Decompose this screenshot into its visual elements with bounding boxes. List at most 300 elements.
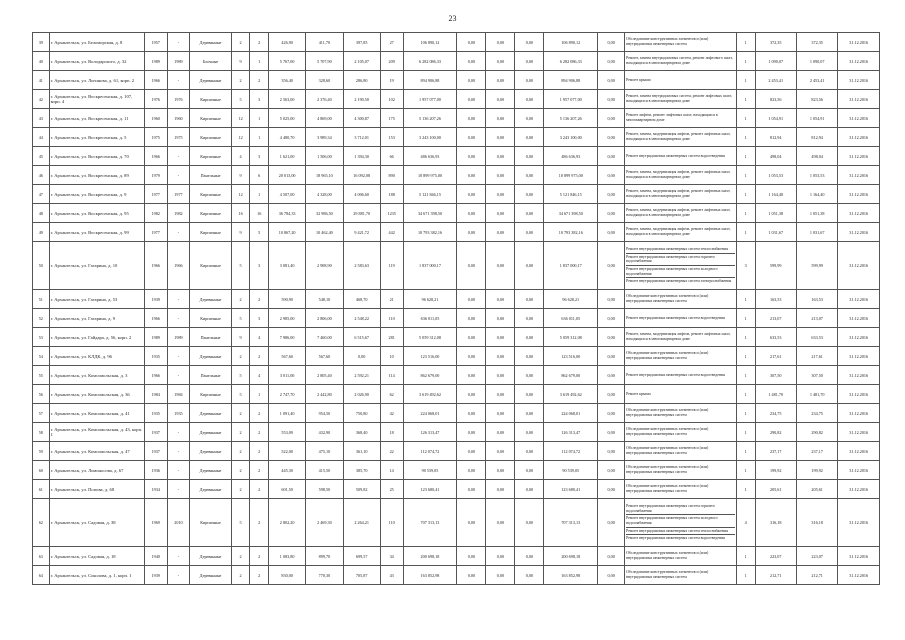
cell-c3: 0,00 — [515, 223, 544, 242]
cell-addr: г. Архангельск, ул. Воскресенская, д. 11 — [49, 109, 144, 128]
cell-work-type — [625, 109, 737, 128]
cell-c1: 0,00 — [457, 223, 486, 242]
cell-n3: 1 164,40 — [796, 185, 837, 204]
cell-c1: 0,00 — [457, 109, 486, 128]
cell-n2: 1 481,70 — [755, 385, 796, 404]
cell-work-type — [625, 128, 737, 147]
cell-area-total: 2 563,00 — [269, 90, 306, 109]
cell-op: 1984 — [167, 385, 190, 404]
cell-c5: 0,00 — [598, 223, 625, 242]
cell-op: - — [167, 290, 190, 309]
cell-n2: 212,71 — [755, 566, 796, 585]
cell-ent: 4 — [250, 328, 269, 347]
cell-n3: 163,53 — [796, 290, 837, 309]
cell-c4: 5 136 207,26 — [544, 109, 598, 128]
cell-n2: 205,61 — [755, 480, 796, 499]
cell-c2: 0,00 — [486, 204, 515, 223]
cell-date: 31.12.2016 — [838, 52, 880, 71]
cell-wall: Кирпичные — [190, 185, 231, 204]
cell-wall: Кирпичные — [190, 147, 231, 166]
cell-area-total: 445,30 — [269, 461, 306, 480]
cell-op: 2010 — [167, 499, 190, 547]
cell-op: 1975 — [167, 128, 190, 147]
cell-c5: 0,00 — [598, 385, 625, 404]
cell-ent: 2 — [250, 547, 269, 566]
cell-n3: 316,18 — [796, 499, 837, 547]
cell-work-type — [625, 52, 737, 71]
cell-num: 55 — [33, 366, 50, 385]
cell-addr: г. Архангельск, ул. Попова, д. 68 — [49, 480, 144, 499]
cell-area-total: 522,00 — [269, 442, 306, 461]
cell-date: 31.12.2016 — [838, 166, 880, 185]
cell-people: 62 — [380, 385, 403, 404]
cell-wall: Кирпичные — [190, 204, 231, 223]
cell-area-total: 590,90 — [269, 290, 306, 309]
cell-c3: 0,00 — [515, 71, 544, 90]
cell-c4: 106 890,12 — [544, 33, 598, 52]
cell-area-res2: 699,57 — [343, 547, 380, 566]
cell-area-total: 426,90 — [269, 33, 306, 52]
cell-c1: 0,00 — [457, 242, 486, 290]
cell-people: 43 — [380, 566, 403, 585]
cell-num: 63 — [33, 547, 50, 566]
cell-built: 1939 — [144, 566, 167, 585]
cell-people: 14 — [380, 461, 403, 480]
cell-c5: 0,00 — [598, 128, 625, 147]
cell-floors: 12 — [231, 185, 250, 204]
cell-c3: 0,00 — [515, 366, 544, 385]
cell-n1: 1 — [736, 566, 755, 585]
cell-n2: 1 053,53 — [755, 166, 796, 185]
cell-date: 31.12.2016 — [838, 385, 880, 404]
cell-op: - — [167, 166, 190, 185]
cell-op: - — [167, 309, 190, 328]
cell-ent: 2 — [250, 461, 269, 480]
cell-people: 18 — [380, 423, 403, 442]
cell-n2: 290,82 — [755, 423, 796, 442]
cell-n1: 1 — [736, 385, 755, 404]
cell-floors: 2 — [231, 566, 250, 585]
cell-area-res: 32 986,50 — [306, 204, 343, 223]
table-row — [33, 52, 880, 71]
cell-num: 59 — [33, 442, 50, 461]
cell-c3: 0,00 — [515, 109, 544, 128]
cell-wall: Деревянные — [190, 71, 231, 90]
cell-ent: 5 — [250, 223, 269, 242]
cell-n3: 212,71 — [796, 566, 837, 585]
cell-cost: 486 636,93 — [403, 147, 457, 166]
cell-op: - — [167, 461, 190, 480]
cell-c3: 0,00 — [515, 242, 544, 290]
cell-n2: 1 164,40 — [755, 185, 796, 204]
table-row — [33, 109, 880, 128]
cell-c2: 0,00 — [486, 385, 515, 404]
cell-area-res2: 2 592,21 — [343, 366, 380, 385]
cell-addr: г. Архангельск, ул. Володарского, д. 32 — [49, 52, 144, 71]
cell-num: 42 — [33, 90, 50, 109]
cell-n2: 217,61 — [755, 347, 796, 366]
cell-ent: 3 — [250, 242, 269, 290]
cell-n1: 1 — [736, 547, 755, 566]
cell-c1: 0,00 — [457, 480, 486, 499]
cell-n3: 234,75 — [796, 404, 837, 423]
cell-addr: г. Архангельск, ул. Садовая, д. 18 — [49, 547, 144, 566]
work-type-item: Обследование конструктивных элементов и (или) внутридомовых инженерных систем — [626, 570, 709, 579]
cell-date: 31.12.2016 — [838, 309, 880, 328]
cell-op: 1982 — [167, 204, 190, 223]
cell-wall: Деревянные — [190, 404, 231, 423]
cell-c4: 163 852,98 — [544, 566, 598, 585]
cell-date: 31.12.2016 — [838, 147, 880, 166]
cell-n2: 234,75 — [755, 404, 796, 423]
cell-c3: 0,00 — [515, 480, 544, 499]
cell-area-total: 1 091,40 — [269, 404, 306, 423]
cell-c4: 707 313,13 — [544, 499, 598, 547]
cell-num: 53 — [33, 328, 50, 347]
cell-area-res2: 4 006,60 — [343, 185, 380, 204]
cell-c5: 0,00 — [598, 109, 625, 128]
cell-floors: 9 — [231, 166, 250, 185]
cell-area-res: 899,70 — [306, 547, 343, 566]
table-row — [33, 328, 880, 347]
cell-n3: 1 090,07 — [796, 52, 837, 71]
cell-date: 31.12.2016 — [838, 128, 880, 147]
cell-area-total: 1 621,00 — [269, 147, 306, 166]
cell-ent: 3 — [250, 90, 269, 109]
cell-cost: 112 074,72 — [403, 442, 457, 461]
cell-area-res: 2 806,00 — [306, 309, 343, 328]
cell-work-type — [625, 71, 737, 90]
cell-c2: 0,00 — [486, 480, 515, 499]
cell-cost: 5 121 846,15 — [403, 185, 457, 204]
cell-floors: 5 — [231, 385, 250, 404]
cell-c2: 0,00 — [486, 309, 515, 328]
cell-built: 1976 — [144, 90, 167, 109]
cell-n1: 1 — [736, 71, 755, 90]
cell-built: 1966 — [144, 309, 167, 328]
cell-ent: 2 — [250, 423, 269, 442]
cell-c5: 0,00 — [598, 461, 625, 480]
cell-c1: 0,00 — [457, 347, 486, 366]
cell-addr: г. Архангельск, ул. Гайдара, д. 56, корп. 2 — [49, 328, 144, 347]
cell-c2: 0,00 — [486, 33, 515, 52]
cell-n1: 1 — [736, 109, 755, 128]
cell-n1: 1 — [736, 166, 755, 185]
cell-wall: Деревянные — [190, 347, 231, 366]
cell-c5: 0,00 — [598, 166, 625, 185]
cell-addr: г. Архангельск, ул. Комсомольская, д. 36 — [49, 385, 144, 404]
cell-wall: Деревянные — [190, 480, 231, 499]
work-type-item: Ремонт внутридомовых инженерных систем горячего водоснабжения — [626, 503, 735, 515]
cell-num: 52 — [33, 309, 50, 328]
cell-wall: Деревянные — [190, 423, 231, 442]
cell-c3: 0,00 — [515, 347, 544, 366]
cell-work-type — [625, 309, 737, 328]
cell-ent: 2 — [250, 566, 269, 585]
cell-floors: 2 — [231, 423, 250, 442]
repair-program-table — [32, 32, 880, 585]
cell-c2: 0,00 — [486, 404, 515, 423]
cell-people: 110 — [380, 499, 403, 547]
cell-area-total: 3 081,40 — [269, 242, 306, 290]
cell-floors: 2 — [231, 33, 250, 52]
cell-n3: 199,92 — [796, 461, 837, 480]
cell-floors: 5 — [231, 242, 250, 290]
cell-num: 40 — [33, 52, 50, 71]
work-type-item: Ремонт внутридомовых инженерных систем теплоснабжения — [626, 528, 735, 536]
cell-c4: 5 121 846,15 — [544, 185, 598, 204]
cell-work-type — [625, 242, 737, 290]
cell-n1: 1 — [736, 290, 755, 309]
cell-date: 31.12.2016 — [838, 347, 880, 366]
cell-area-total: 356,40 — [269, 71, 306, 90]
cell-ent: 2 — [250, 404, 269, 423]
cell-floors: 5 — [231, 309, 250, 328]
cell-c1: 0,00 — [457, 366, 486, 385]
cell-ent: 2 — [250, 71, 269, 90]
work-type-item: Ремонт, замена, модернизация лифтов, ремонт лифтовых шахт, находящихся в многоквартирном доме — [626, 189, 731, 198]
cell-ent: 2 — [250, 499, 269, 547]
cell-area-res: 954,50 — [306, 404, 343, 423]
cell-area-total: 7 986,00 — [269, 328, 306, 347]
cell-area-total: 2 747,70 — [269, 385, 306, 404]
table-row — [33, 423, 880, 442]
cell-floors: 12 — [231, 128, 250, 147]
cell-built: 1940 — [144, 547, 167, 566]
cell-date: 31.12.2016 — [838, 423, 880, 442]
cell-n1: 1 — [736, 204, 755, 223]
cell-area-res: 415,50 — [306, 461, 343, 480]
cell-people: 119 — [380, 242, 403, 290]
work-type-item: Обследование конструктивных элементов и (или) внутридомовых инженерных систем — [626, 446, 709, 455]
cell-built: 1966 — [144, 366, 167, 385]
cell-cost: 5 059 312,08 — [403, 328, 457, 347]
cell-built: 1966 — [144, 147, 167, 166]
cell-num: 46 — [33, 166, 50, 185]
cell-floors: 2 — [231, 480, 250, 499]
cell-cost: 707 313,13 — [403, 499, 457, 547]
cell-built: 1935 — [144, 404, 167, 423]
cell-num: 58 — [33, 423, 50, 442]
cell-work-type — [625, 33, 737, 52]
cell-area-res: 3 989,34 — [306, 128, 343, 147]
cell-n3: 1 031,67 — [796, 223, 837, 242]
cell-op: - — [167, 566, 190, 585]
cell-ent: 2 — [250, 290, 269, 309]
cell-addr: г. Архангельск, ул. Комсомольская, д. 47 — [49, 442, 144, 461]
cell-date: 31.12.2016 — [838, 547, 880, 566]
cell-ent: 16 — [250, 204, 269, 223]
cell-n1: 3 — [736, 242, 755, 290]
cell-wall: Кирпичные — [190, 499, 231, 547]
cell-c5: 0,00 — [598, 71, 625, 90]
cell-area-res: 7 460,00 — [306, 328, 343, 347]
cell-op: 1989 — [167, 52, 190, 71]
cell-c5: 0,00 — [598, 290, 625, 309]
cell-c4: 3 619 492,62 — [544, 385, 598, 404]
page-number: 23 — [448, 14, 457, 23]
cell-n3: 217,61 — [796, 347, 837, 366]
cell-cost: 123 516,00 — [403, 347, 457, 366]
work-type-item: Ремонт внутридомовых инженерных систем холодного водоснабжения — [626, 515, 735, 527]
cell-area-res2: 29 881,70 — [343, 204, 380, 223]
cell-people: 42 — [380, 404, 403, 423]
cell-c1: 0,00 — [457, 90, 486, 109]
cell-c2: 0,00 — [486, 547, 515, 566]
cell-addr: г. Архангельск, ул. Гагарина, д. 53 — [49, 290, 144, 309]
cell-cost: 5 136 207,26 — [403, 109, 457, 128]
cell-area-res: 567,60 — [306, 347, 343, 366]
cell-addr: г. Архангельск, ул. Садовая, д. 38 — [49, 499, 144, 547]
cell-built: 1977 — [144, 185, 167, 204]
cell-date: 31.12.2016 — [838, 109, 880, 128]
cell-num: 56 — [33, 385, 50, 404]
cell-c3: 0,00 — [515, 90, 544, 109]
cell-cost: 862 679,00 — [403, 366, 457, 385]
cell-work-type — [625, 547, 737, 566]
cell-c3: 0,00 — [515, 290, 544, 309]
cell-c3: 0,00 — [515, 147, 544, 166]
cell-work-type — [625, 223, 737, 242]
cell-c4: 1 957 077,00 — [544, 90, 598, 109]
cell-n1: 1 — [736, 185, 755, 204]
cell-ent: 2 — [250, 347, 269, 366]
cell-op: - — [167, 71, 190, 90]
work-type-item: Обследование конструктивных элементов и (или) внутридомовых инженерных систем — [626, 294, 709, 303]
cell-c5: 0,00 — [598, 52, 625, 71]
cell-area-res: 770,30 — [306, 566, 343, 585]
cell-area-res2: 4 300,87 — [343, 109, 380, 128]
cell-n2: 199,92 — [755, 461, 796, 480]
table-row — [33, 290, 880, 309]
work-type-item: Ремонт внутридомовых инженерных систем холодного водоснабжения — [626, 266, 735, 278]
cell-floors: 5 — [231, 90, 250, 109]
cell-n1: 4 — [736, 499, 755, 547]
work-type-item: Ремонт внутридомовых инженерных систем водоотведения — [626, 315, 725, 320]
cell-cost: 3 243 100,00 — [403, 128, 457, 147]
cell-num: 39 — [33, 33, 50, 52]
cell-n2: 633,53 — [755, 328, 796, 347]
cell-n1: 1 — [736, 328, 755, 347]
cell-built: 1982 — [144, 204, 167, 223]
cell-c1: 0,00 — [457, 566, 486, 585]
cell-n3: 223,07 — [796, 547, 837, 566]
cell-addr: г. Архангельск, ул. Комсомольская, д. 41 — [49, 404, 144, 423]
cell-c1: 0,00 — [457, 404, 486, 423]
cell-wall: Кирпичные — [190, 242, 231, 290]
cell-c4: 123 680,41 — [544, 480, 598, 499]
cell-floors: 4 — [231, 147, 250, 166]
cell-area-res2: 2 548,22 — [343, 309, 380, 328]
cell-area-res: 10 462,40 — [306, 223, 343, 242]
cell-n1: 1 — [736, 423, 755, 442]
cell-c1: 0,00 — [457, 128, 486, 147]
cell-c1: 0,00 — [457, 166, 486, 185]
cell-cost: 96 628,21 — [403, 290, 457, 309]
table-row — [33, 242, 880, 290]
cell-addr: г. Архангельск, ул. Гагарина, д. 10 — [49, 242, 144, 290]
cell-n3: 498,04 — [796, 147, 837, 166]
work-type-item: Обследование конструктивных элементов и (или) внутридомовых инженерных систем — [626, 484, 709, 493]
cell-cost: 224 068,01 — [403, 404, 457, 423]
cell-built: 1936 — [144, 461, 167, 480]
cell-c1: 0,00 — [457, 499, 486, 547]
cell-n2: 316,18 — [755, 499, 796, 547]
cell-c4: 224 068,01 — [544, 404, 598, 423]
cell-area-res: 2 376,40 — [306, 90, 343, 109]
cell-n1: 1 — [736, 404, 755, 423]
table-body — [33, 33, 880, 585]
cell-c5: 0,00 — [598, 547, 625, 566]
cell-area-res2: 368,40 — [343, 423, 380, 442]
cell-c1: 0,00 — [457, 33, 486, 52]
cell-ent: 2 — [250, 442, 269, 461]
cell-people: 10 — [380, 347, 403, 366]
cell-n3: 372,35 — [796, 33, 837, 52]
cell-date: 31.12.2016 — [838, 461, 880, 480]
cell-n3: 823,56 — [796, 90, 837, 109]
cell-n2: 307,50 — [755, 366, 796, 385]
cell-people: 21 — [380, 290, 403, 309]
cell-c1: 0,00 — [457, 328, 486, 347]
cell-built: 1935 — [144, 347, 167, 366]
table-row — [33, 547, 880, 566]
cell-c2: 0,00 — [486, 347, 515, 366]
table-row — [33, 461, 880, 480]
cell-n2: 1 031,67 — [755, 223, 796, 242]
cell-area-res: 548,10 — [306, 290, 343, 309]
cell-n2: 1 090,07 — [755, 52, 796, 71]
cell-ent: 1 — [250, 109, 269, 128]
cell-cost: 894 906,88 — [403, 71, 457, 90]
cell-c1: 0,00 — [457, 547, 486, 566]
cell-c5: 0,00 — [598, 33, 625, 52]
cell-cost: 10 899 975,00 — [403, 166, 457, 185]
cell-c5: 0,00 — [598, 566, 625, 585]
cell-cost: 126 313,47 — [403, 423, 457, 442]
cell-area-total: 5 025,00 — [269, 109, 306, 128]
cell-wall: Деревянные — [190, 290, 231, 309]
cell-c2: 0,00 — [486, 499, 515, 547]
cell-floors: 5 — [231, 499, 250, 547]
cell-op: - — [167, 223, 190, 242]
cell-floors: 12 — [231, 109, 250, 128]
cell-built: 1979 — [144, 166, 167, 185]
cell-c2: 0,00 — [486, 423, 515, 442]
cell-area-res2: 468,70 — [343, 290, 380, 309]
cell-addr: г. Архангельск, ул. Ломоносова, д. 67 — [49, 461, 144, 480]
cell-work-type — [625, 290, 737, 309]
cell-c2: 0,00 — [486, 52, 515, 71]
cell-date: 31.12.2016 — [838, 566, 880, 585]
cell-area-res: 2 805,40 — [306, 366, 343, 385]
cell-c2: 0,00 — [486, 128, 515, 147]
cell-cost: 34 671 398,50 — [403, 204, 457, 223]
cell-date: 31.12.2016 — [838, 223, 880, 242]
cell-c2: 0,00 — [486, 461, 515, 480]
cell-op: - — [167, 347, 190, 366]
cell-built: 1969 — [144, 499, 167, 547]
cell-wall: Деревянные — [190, 566, 231, 585]
cell-date: 31.12.2016 — [838, 290, 880, 309]
cell-people: 19 — [380, 71, 403, 90]
work-type-item: Ремонт внутридомовых инженерных систем водоотведения — [626, 536, 725, 541]
cell-cost: 200 698,18 — [403, 547, 457, 566]
cell-c5: 0,00 — [598, 242, 625, 290]
cell-num: 54 — [33, 347, 50, 366]
table-row — [33, 366, 880, 385]
cell-c4: 636 011,05 — [544, 309, 598, 328]
